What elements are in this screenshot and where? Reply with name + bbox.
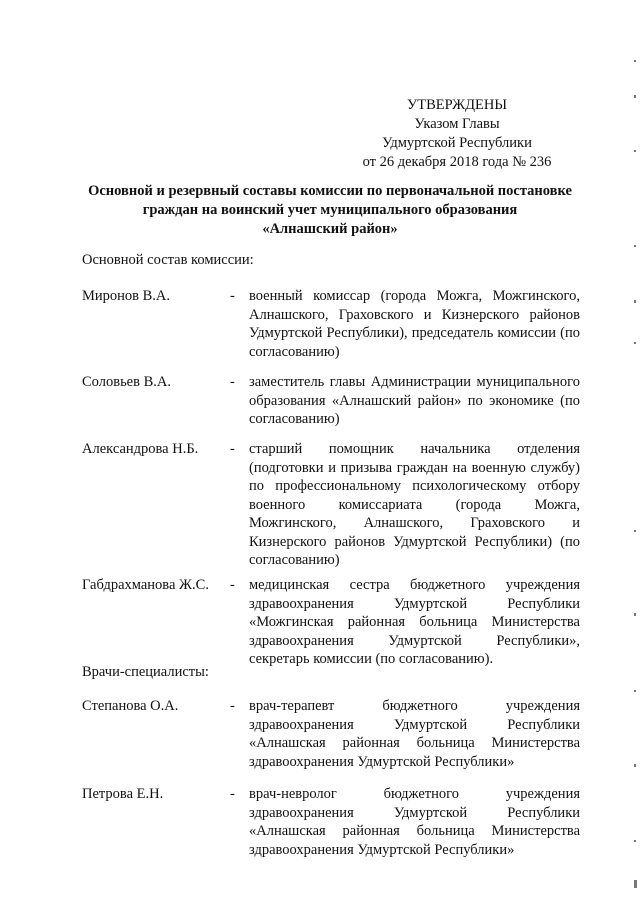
title-line-3: «Алнашский район» [262,221,398,237]
member-name: Александрова Н.Б. [82,441,199,457]
scan-edge-marks [634,0,638,905]
member-role: медицинская сестра бюджетного учреждения здравоохранения Удмуртской Республики «Можгинская районная больница Министерства здравоохранения Удмуртской Республики», секретарь комиссии (по согласованию). [249,577,580,667]
member-dash: - [230,288,235,304]
member-name: Степанова О.А. [82,698,179,714]
approval-heading: УТВЕРЖДЕНЫ [406,97,508,113]
approval-decree: Указом Главы [414,116,500,132]
member-role: врач-невролог бюджетного учреждения здравоохранения Удмуртской Республики «Алнашская районная больница Министерства здравоохранения Удмуртской Республики» [249,786,580,858]
main-section-label: Основной состав комиссии: [82,252,254,268]
member-role: врач-терапевт бюджетного учреждения здравоохранения Удмуртской Республики «Алнашская районная больница Министерства здравоохранения Удмуртской Республики» [249,698,580,770]
approval-republic: Удмуртской Республики [382,135,532,151]
member-dash: - [230,577,235,593]
member-name: Петрова Е.Н. [82,786,164,802]
member-dash: - [230,786,235,802]
title-line-1: Основной и резервный составы комиссии по первоначальной постановке [88,183,572,199]
member-role: старший помощник начальника отделения (подготовки и призыва граждан на военную службу) по профессиональному психологическому отбору военного комиссариата (города Можга, Можгинского, Алнашского, Граховского и Кизнерского районов Удмуртской Республики) (по согласованию) [249,441,580,568]
member-dash: - [230,441,235,457]
member-role: заместитель главы Администрации муниципального образования «Алнашский район» по экономике (по согласованию) [249,374,580,427]
member-name: Соловьев В.А. [82,374,171,390]
member-role: военный комиссар (города Можга, Можгинского, Алнашского, Граховского и Кизнерского районов Удмуртской Республики), председатель комиссии (по согласованию) [249,288,580,360]
title-line-2: граждан на воинский учет муниципального образования [142,202,518,218]
member-name: Габдрахманова Ж.С. [82,577,209,593]
approval-date: от 26 декабря 2018 года № 236 [362,154,552,170]
specialists-label: Врачи-специалисты: [82,664,209,680]
approval-block [352,96,562,172]
document-title [60,182,600,239]
member-name: Миронов В.А. [82,288,171,304]
member-dash: - [230,698,235,714]
member-dash: - [230,374,235,390]
